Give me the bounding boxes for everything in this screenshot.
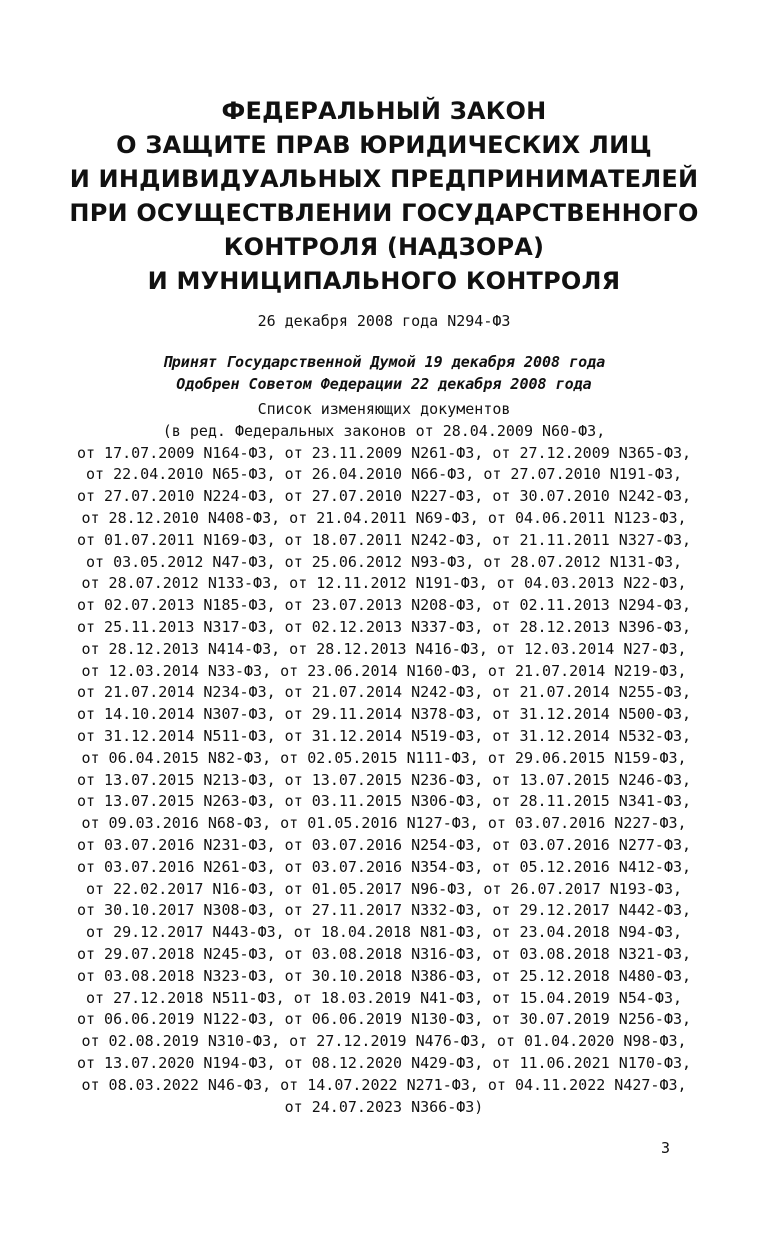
amendment-line: от 21.07.2014 N234-ФЗ, от 21.07.2014 N242-ФЗ, от 21.07.2014 N255-ФЗ, bbox=[76, 683, 692, 702]
amendment-line: от 13.07.2015 N213-ФЗ, от 13.07.2015 N236-ФЗ, от 13.07.2015 N246-ФЗ, bbox=[76, 770, 692, 789]
amendment-line: от 14.10.2014 N307-ФЗ, от 29.11.2014 N378-ФЗ, от 31.12.2014 N500-ФЗ, bbox=[76, 705, 692, 724]
amendment-line: от 25.11.2013 N317-ФЗ, от 02.12.2013 N337-ФЗ, от 28.12.2013 N396-ФЗ, bbox=[76, 617, 692, 636]
amendment-line: от 17.07.2009 N164-ФЗ, от 23.11.2009 N261-ФЗ, от 27.12.2009 N365-ФЗ, bbox=[76, 443, 692, 462]
law-date-number: 26 декабря 2008 года N294-ФЗ bbox=[257, 312, 511, 330]
amendment-line: от 13.07.2020 N194-ФЗ, от 08.12.2020 N429-ФЗ, от 11.06.2021 N170-ФЗ, bbox=[76, 1053, 692, 1072]
amendment-line: от 31.12.2014 N511-ФЗ, от 31.12.2014 N519-ФЗ, от 31.12.2014 N532-ФЗ, bbox=[76, 726, 692, 745]
amendment-line: от 08.03.2022 N46-ФЗ, от 14.07.2022 N271-ФЗ, от 04.11.2022 N427-ФЗ, bbox=[81, 1075, 687, 1094]
amendment-line: от 30.10.2017 N308-ФЗ, от 27.11.2017 N332-ФЗ, от 29.12.2017 N442-ФЗ, bbox=[76, 901, 692, 920]
approved-by-council: Одобрен Советом Федерации 22 декабря 2008 года bbox=[176, 375, 592, 393]
amendment-line: от 03.05.2012 N47-ФЗ, от 25.06.2012 N93-ФЗ, от 28.07.2012 N131-ФЗ, bbox=[85, 552, 683, 571]
amendment-line: (в ред. Федеральных законов от 28.04.2009 N60-ФЗ, bbox=[162, 421, 606, 440]
amendment-line: от 28.07.2012 N133-ФЗ, от 12.11.2012 N191-ФЗ, от 04.03.2013 N22-ФЗ, bbox=[81, 574, 687, 593]
amending-documents-heading: Список изменяющих документов bbox=[257, 400, 511, 418]
amendment-line: от 03.07.2016 N261-ФЗ, от 03.07.2016 N354-ФЗ, от 05.12.2016 N412-ФЗ, bbox=[76, 857, 692, 876]
title-line: И МУНИЦИПАЛЬНОГО КОНТРОЛЯ bbox=[147, 267, 621, 295]
amendment-line: от 06.04.2015 N82-ФЗ, от 02.05.2015 N111-ФЗ, от 29.06.2015 N159-ФЗ, bbox=[81, 748, 687, 767]
amendment-line: от 06.06.2019 N122-ФЗ, от 06.06.2019 N130-ФЗ, от 30.07.2019 N256-ФЗ, bbox=[76, 1010, 692, 1029]
amendment-line: от 24.07.2023 N366-ФЗ) bbox=[284, 1097, 484, 1116]
amendment-line: от 09.03.2016 N68-ФЗ, от 01.05.2016 N127-ФЗ, от 03.07.2016 N227-ФЗ, bbox=[81, 814, 687, 833]
amendment-line: от 27.12.2018 N511-ФЗ, от 18.03.2019 N41-ФЗ, от 15.04.2019 N54-ФЗ, bbox=[85, 988, 683, 1007]
law-title bbox=[40, 94, 728, 298]
amendment-line: от 03.08.2018 N323-ФЗ, от 30.10.2018 N386-ФЗ, от 25.12.2018 N480-ФЗ, bbox=[76, 966, 692, 985]
page-number: 3 bbox=[660, 1139, 670, 1157]
title-line: О ЗАЩИТЕ ПРАВ ЮРИДИЧЕСКИХ ЛИЦ bbox=[116, 131, 652, 159]
adoption-info bbox=[40, 351, 728, 395]
amendment-line: от 12.03.2014 N33-ФЗ, от 23.06.2014 N160-ФЗ, от 21.07.2014 N219-ФЗ, bbox=[81, 661, 687, 680]
amendment-line: от 03.07.2016 N231-ФЗ, от 03.07.2016 N254-ФЗ, от 03.07.2016 N277-ФЗ, bbox=[76, 835, 692, 854]
amendment-line: от 02.08.2019 N310-ФЗ, от 27.12.2019 N476-ФЗ, от 01.04.2020 N98-ФЗ, bbox=[81, 1032, 687, 1051]
title-line: И ИНДИВИДУАЛЬНЫХ ПРЕДПРИНИМАТЕЛЕЙ bbox=[69, 165, 699, 193]
amendment-line: от 29.07.2018 N245-ФЗ, от 03.08.2018 N316-ФЗ, от 03.08.2018 N321-ФЗ, bbox=[76, 944, 692, 963]
amendment-line: от 13.07.2015 N263-ФЗ, от 03.11.2015 N306-ФЗ, от 28.11.2015 N341-ФЗ, bbox=[76, 792, 692, 811]
amendment-line: от 28.12.2013 N414-ФЗ, от 28.12.2013 N416-ФЗ, от 12.03.2014 N27-ФЗ, bbox=[81, 639, 687, 658]
adopted-by-duma: Принят Государственной Думой 19 декабря 2008 года bbox=[162, 353, 606, 371]
title-line: ПРИ ОСУЩЕСТВЛЕНИИ ГОСУДАРСТВЕННОГО bbox=[69, 199, 699, 227]
amendment-line: от 27.07.2010 N224-ФЗ, от 27.07.2010 N227-ФЗ, от 30.07.2010 N242-ФЗ, bbox=[76, 487, 692, 506]
title-line: КОНТРОЛЯ (НАДЗОРА) bbox=[223, 233, 545, 261]
amending-documents-list bbox=[30, 399, 738, 1118]
amendment-line: от 22.02.2017 N16-ФЗ, от 01.05.2017 N96-ФЗ, от 26.07.2017 N193-ФЗ, bbox=[85, 879, 683, 898]
amendment-line: от 02.07.2013 N185-ФЗ, от 23.07.2013 N208-ФЗ, от 02.11.2013 N294-ФЗ, bbox=[76, 596, 692, 615]
title-line: ФЕДЕРАЛЬНЫЙ ЗАКОН bbox=[221, 97, 547, 125]
amendment-line: от 29.12.2017 N443-ФЗ, от 18.04.2018 N81-ФЗ, от 23.04.2018 N94-ФЗ, bbox=[85, 923, 683, 942]
amendment-line: от 28.12.2010 N408-ФЗ, от 21.04.2011 N69-ФЗ, от 04.06.2011 N123-ФЗ, bbox=[81, 508, 687, 527]
amendment-line: от 22.04.2010 N65-ФЗ, от 26.04.2010 N66-ФЗ, от 27.07.2010 N191-ФЗ, bbox=[85, 465, 683, 484]
amendment-line: от 01.07.2011 N169-ФЗ, от 18.07.2011 N242-ФЗ, от 21.11.2011 N327-ФЗ, bbox=[76, 530, 692, 549]
